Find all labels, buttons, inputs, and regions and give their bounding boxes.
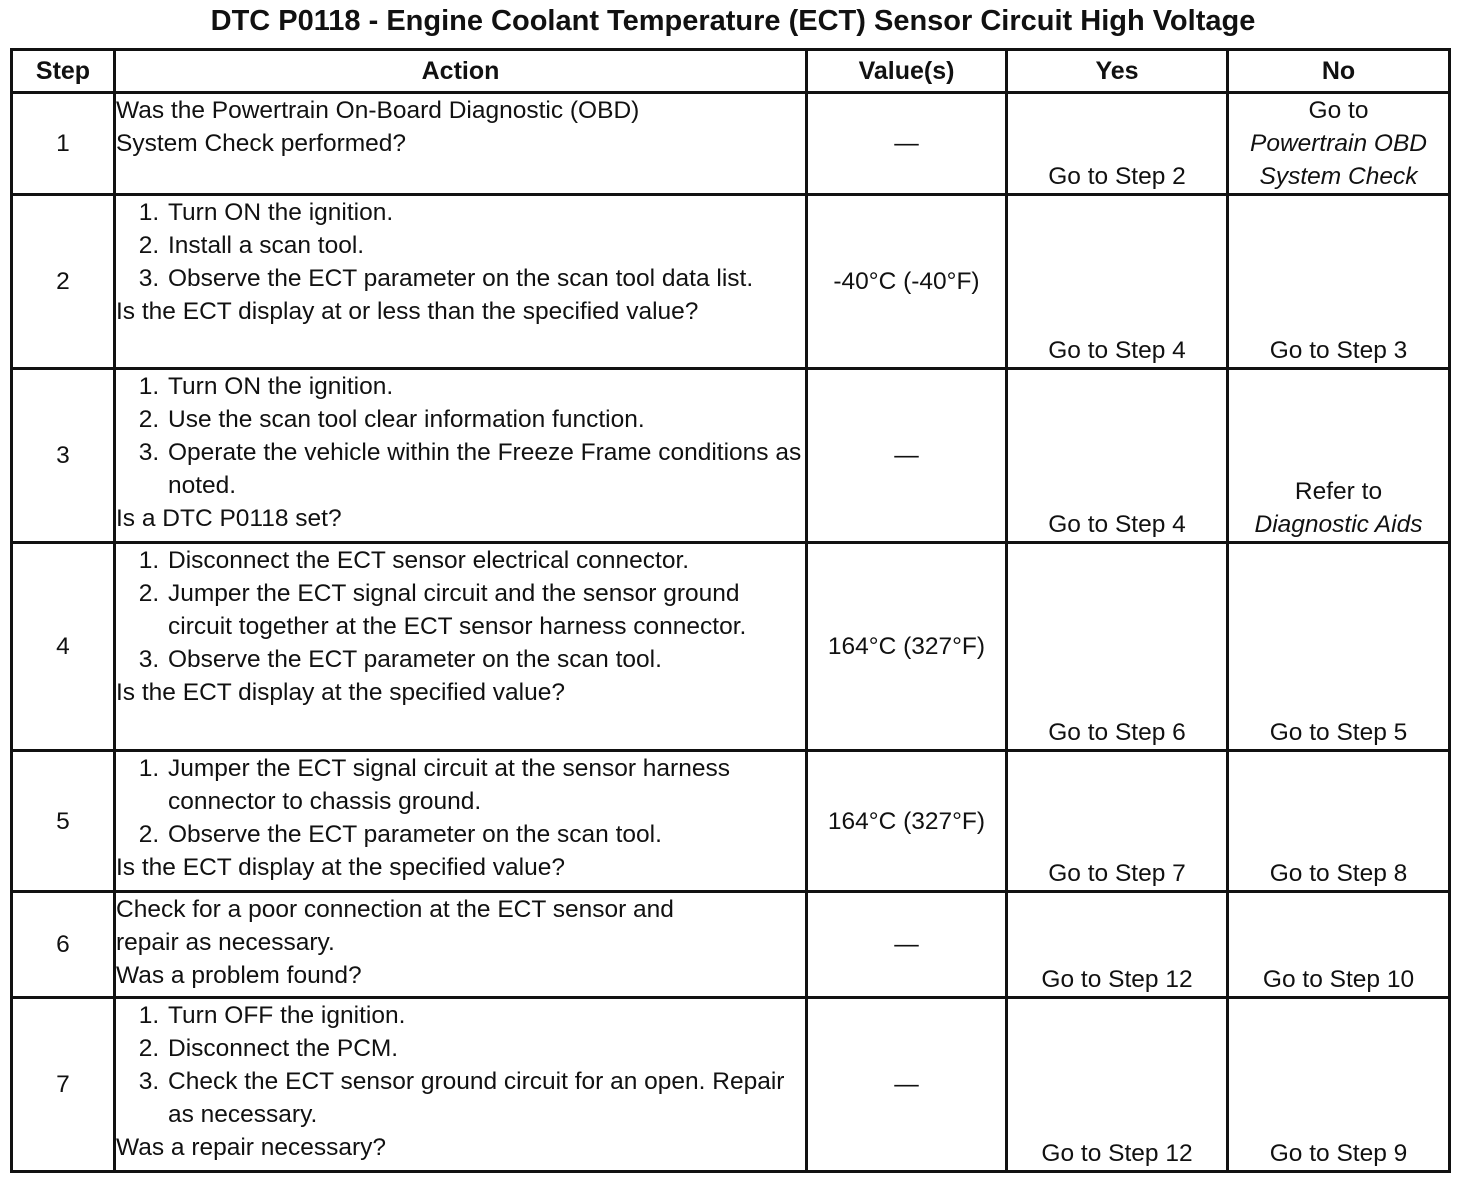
value-cell: 164°C (327°F): [807, 543, 1007, 751]
column-header-values: Value(s): [807, 50, 1007, 93]
action-step: 1. Turn ON the ignition.: [166, 196, 805, 229]
action-steps-list: [116, 544, 805, 676]
table-row: [12, 93, 1450, 195]
action-cell: [115, 195, 807, 369]
table-row: [12, 998, 1450, 1172]
value-cell: —: [807, 369, 1007, 543]
action-steps-list: [116, 752, 805, 851]
action-step: 2. Jumper the ECT signal circuit and the sensor ground circuit together at the ECT sensor harness connector.: [166, 577, 805, 643]
action-text: Was a problem found?: [116, 962, 362, 989]
yes-cell: Go to Step 6: [1007, 543, 1228, 751]
no-cell: [1228, 892, 1450, 998]
action-step: 2. Observe the ECT parameter on the scan tool.: [166, 818, 805, 851]
action-question: Was a repair necessary?: [116, 1134, 387, 1161]
action-steps-list: [116, 999, 805, 1131]
action-text: repair as necessary.: [116, 929, 335, 956]
action-cell: [115, 543, 807, 751]
action-step: 3. Observe the ECT parameter on the scan tool.: [166, 643, 805, 676]
table-row: [12, 543, 1450, 751]
action-step: 1. Disconnect the ECT sensor electrical connector.: [166, 544, 805, 577]
no-text: Go to Step 8: [1269, 860, 1408, 887]
yes-cell: Go to Step 4: [1007, 195, 1228, 369]
action-steps-list: [116, 196, 805, 295]
no-text: Go to: [1308, 97, 1369, 124]
action-cell: [115, 751, 807, 892]
page-title: DTC P0118 - Engine Coolant Temperature (ECT) Sensor Circuit High Voltage: [210, 5, 1256, 37]
value-cell: —: [807, 93, 1007, 195]
action-step: 1. Jumper the ECT signal circuit at the sensor harness connector to chassis ground.: [166, 752, 805, 818]
no-text: Go to Step 10: [1262, 966, 1415, 993]
action-question: Is a DTC P0118 set?: [116, 505, 342, 532]
no-cell: [1228, 93, 1450, 195]
no-cell: [1228, 195, 1450, 369]
step-number: 6: [12, 892, 115, 998]
action-cell: [115, 998, 807, 1172]
step-number: 2: [12, 195, 115, 369]
no-text: Go to Step 9: [1269, 1140, 1408, 1167]
column-header-yes: Yes: [1007, 50, 1228, 93]
step-number: 7: [12, 998, 115, 1172]
yes-cell: Go to Step 7: [1007, 751, 1228, 892]
column-header-step: Step: [12, 50, 115, 93]
yes-cell: Go to Step 12: [1007, 892, 1228, 998]
step-number: 4: [12, 543, 115, 751]
yes-cell: Go to Step 4: [1007, 369, 1228, 543]
yes-cell: Go to Step 2: [1007, 93, 1228, 195]
action-step: 2. Install a scan tool.: [166, 229, 805, 262]
column-header-action: Action: [115, 50, 807, 93]
action-question: Is the ECT display at the specified value?: [116, 679, 565, 706]
action-text: Was the Powertrain On-Board Diagnostic (OBD): [116, 97, 640, 124]
step-number: 1: [12, 93, 115, 195]
value-cell: —: [807, 998, 1007, 1172]
table-row: [12, 892, 1450, 998]
value-cell: —: [807, 892, 1007, 998]
no-text: Refer to: [1294, 478, 1383, 505]
step-number: 3: [12, 369, 115, 543]
action-question: Is the ECT display at the specified value?: [116, 854, 565, 881]
no-reference: Powertrain OBD System Check: [1249, 130, 1427, 190]
action-step: 1. Turn ON the ignition.: [166, 370, 805, 403]
no-text: Go to Step 3: [1269, 337, 1408, 364]
action-cell: [115, 369, 807, 543]
action-step: 3. Observe the ECT parameter on the scan tool data list.: [166, 262, 805, 295]
step-number: 5: [12, 751, 115, 892]
table-row: [12, 195, 1450, 369]
no-cell: [1228, 751, 1450, 892]
header-row: [12, 50, 1450, 93]
table-row: [12, 751, 1450, 892]
table-row: [12, 369, 1450, 543]
action-text: System Check performed?: [116, 130, 407, 157]
column-header-no: No: [1228, 50, 1450, 93]
action-question: Is the ECT display at or less than the specified value?: [116, 298, 699, 325]
yes-cell: Go to Step 12: [1007, 998, 1228, 1172]
value-cell: -40°C (-40°F): [807, 195, 1007, 369]
no-reference: Diagnostic Aids: [1254, 511, 1423, 538]
diagnostic-table: [10, 48, 1451, 1173]
action-step: 3. Operate the vehicle within the Freeze Frame conditions as noted.: [166, 436, 805, 502]
no-text: Go to Step 5: [1269, 719, 1408, 746]
action-cell: [115, 892, 807, 998]
no-cell: [1228, 369, 1450, 543]
action-step: 3. Check the ECT sensor ground circuit for an open. Repair as necessary.: [166, 1065, 805, 1131]
action-cell: [115, 93, 807, 195]
value-cell: 164°C (327°F): [807, 751, 1007, 892]
no-cell: [1228, 998, 1450, 1172]
action-step: 1. Turn OFF the ignition.: [166, 999, 805, 1032]
action-text: Check for a poor connection at the ECT sensor and: [116, 896, 674, 923]
action-steps-list: [116, 370, 805, 502]
no-cell: [1228, 543, 1450, 751]
action-step: 2. Disconnect the PCM.: [166, 1032, 805, 1065]
action-step: 2. Use the scan tool clear information function.: [166, 403, 805, 436]
